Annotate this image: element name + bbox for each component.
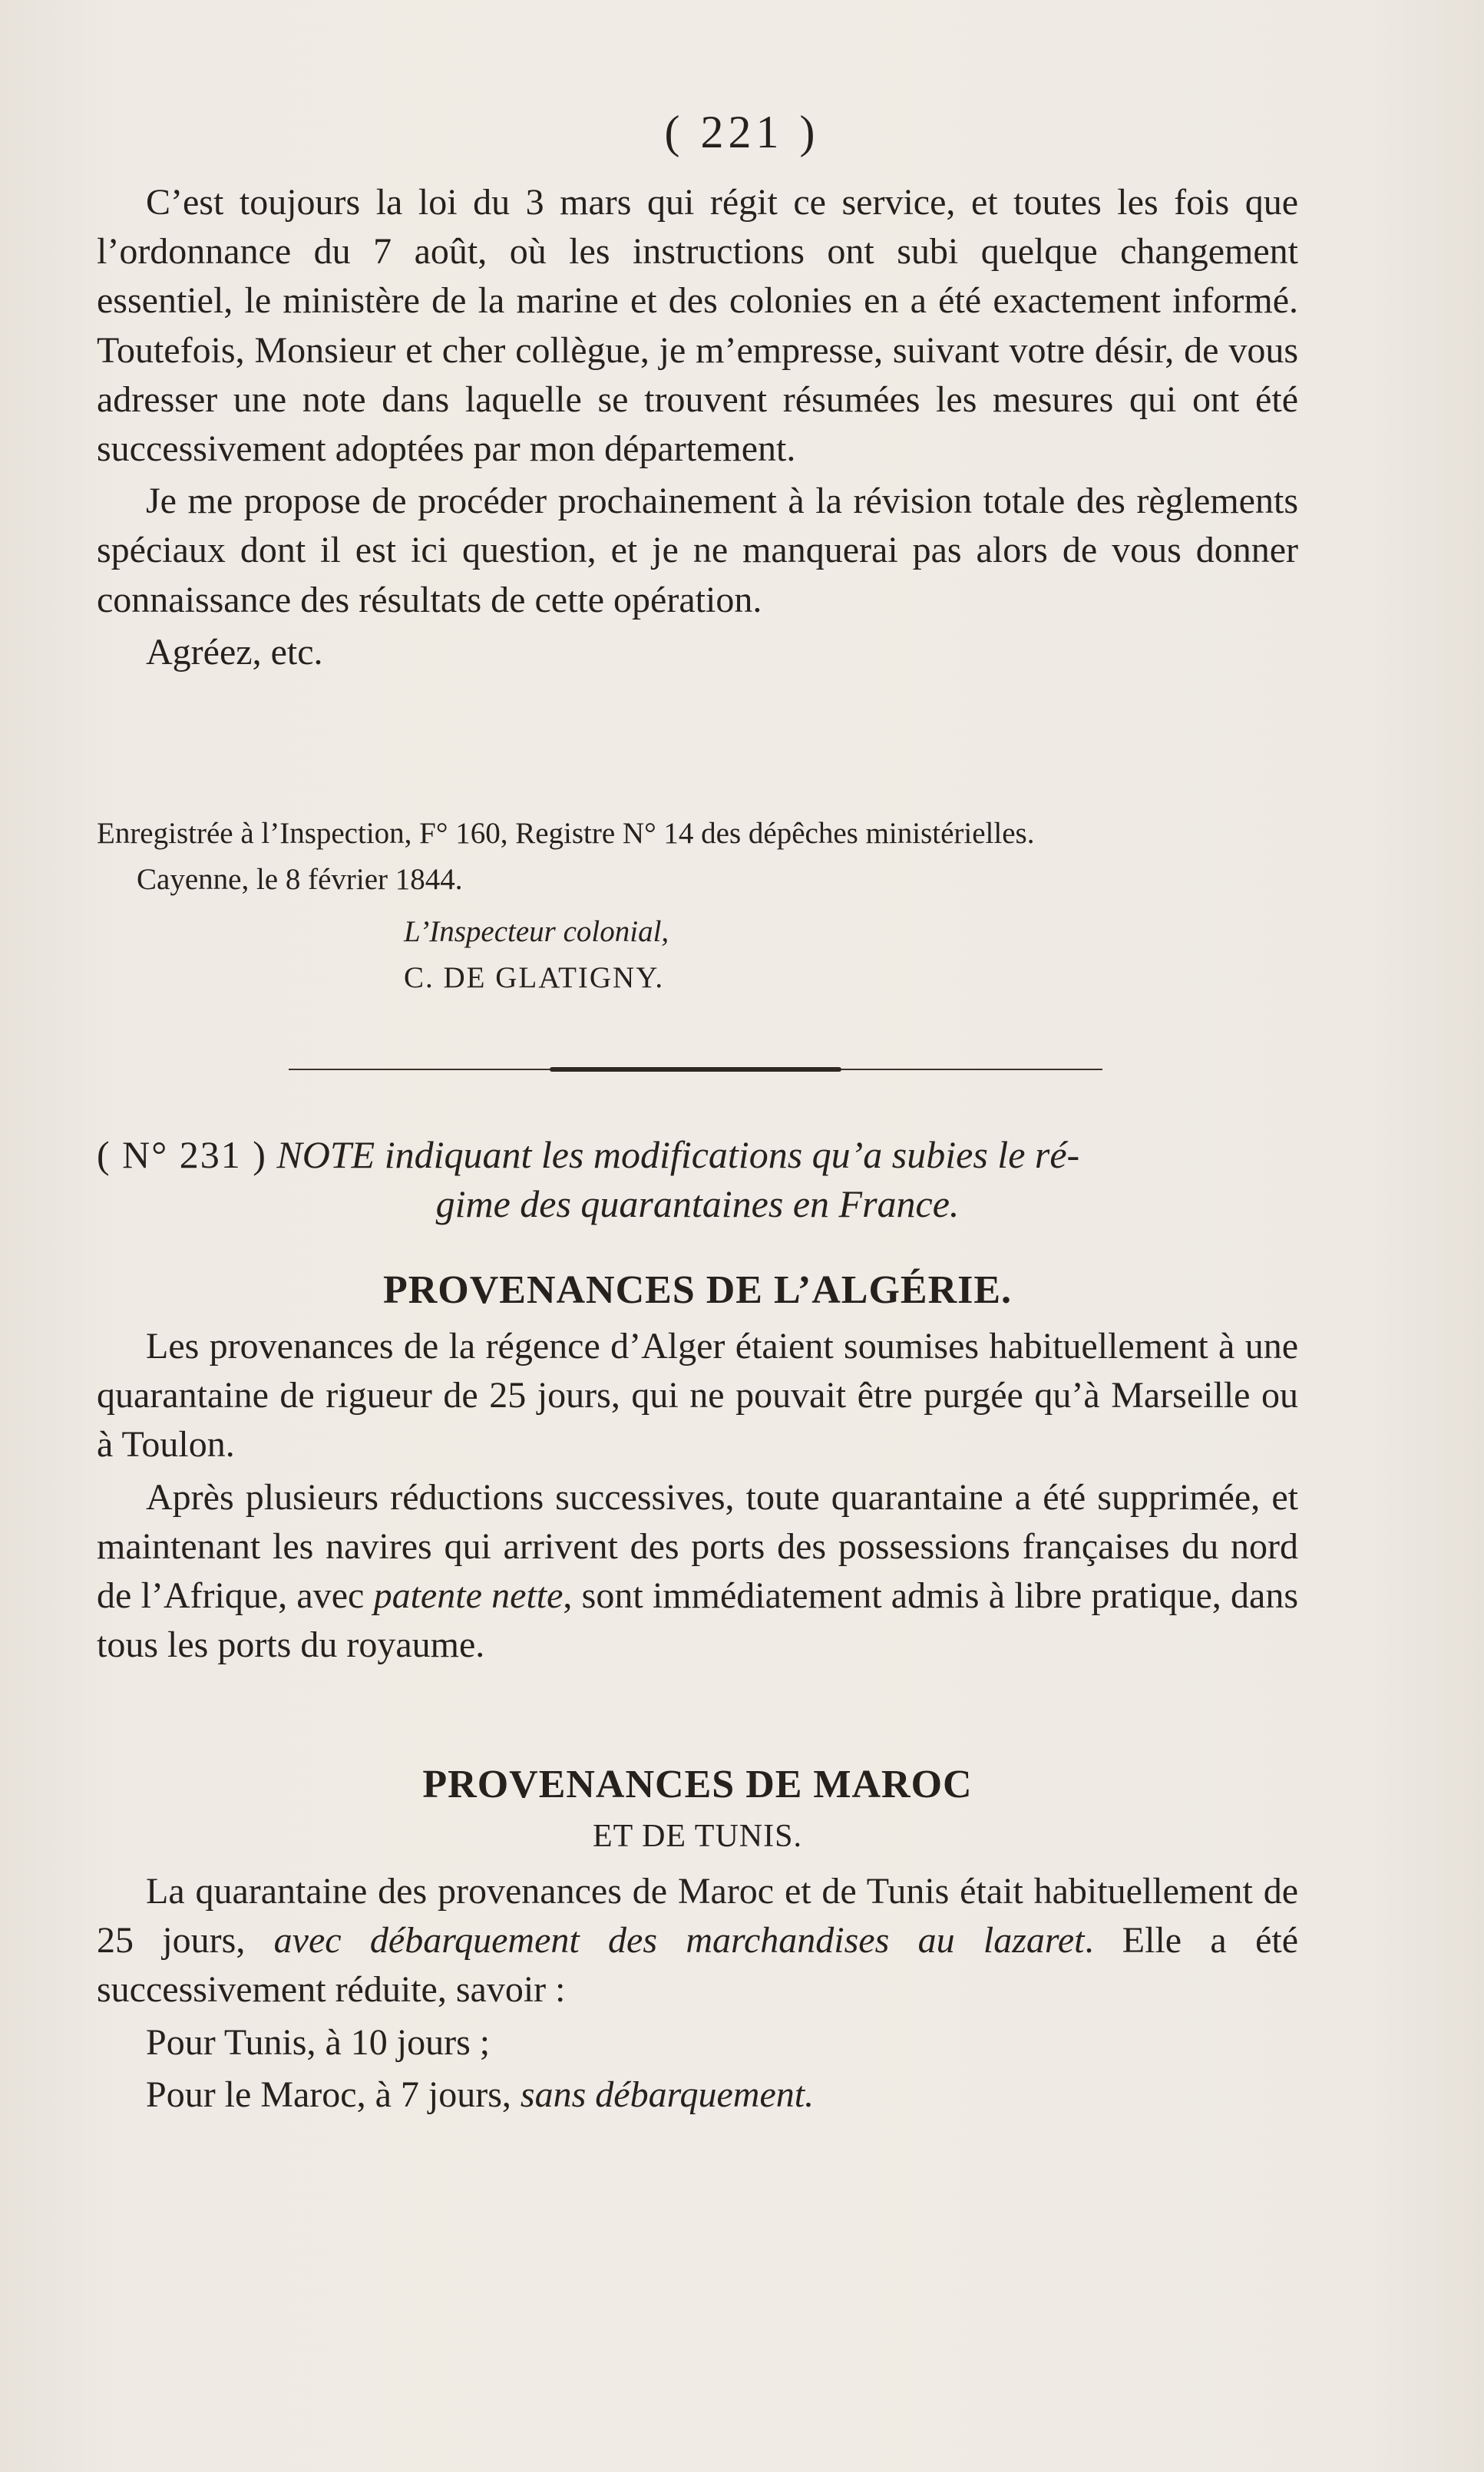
note-title — [97, 1130, 1298, 1228]
note-number: ( N° 231 ) — [97, 1133, 267, 1176]
algerie-p2-text-b: , sont immédiatement admis à libre pratique, dans tous les ports du royaume. — [97, 1575, 1298, 1666]
section-maroc — [97, 1758, 1298, 2120]
heading-algerie: PROVENANCES DE L’ALGÉRIE. — [382, 1268, 1013, 1312]
maroc-item2-text: Pour le Maroc, à 7 jours, — [146, 2074, 521, 2115]
algerie-paragraph-2 — [97, 1473, 1298, 1671]
algerie-paragraph-1: Les provenances de la régence d’Alger étaient soumises habituellement à une quarantaine de rigueur de 25 jours, qui ne pouvait être purgée qu’à Marseille ou à Toulon. — [97, 1326, 1298, 1466]
letter-body — [97, 178, 1298, 677]
letter-closing: Agréez, etc. — [146, 631, 323, 673]
heading-maroc: PROVENANCES DE MAROC — [422, 1763, 973, 1806]
maroc-p1-text-a: La quarantaine des provenances de Maroc et de Tunis était habituellement de 25 jours, — [97, 1871, 1298, 1961]
signatory-name: C. DE GLATIGNY. — [404, 961, 665, 994]
algerie-p2-italic: patente nette — [373, 1575, 564, 1617]
registration-line: Enregistrée à l’Inspection, F° 160, Registre N° 14 des dépêches ministérielles. — [97, 817, 1035, 850]
subheading-tunis: ET DE TUNIS. — [593, 1819, 802, 1854]
maroc-item-maroc — [97, 2070, 1298, 2120]
signatory-title: L’Inspecteur colonial, — [404, 915, 669, 948]
section-algerie — [97, 1264, 1298, 1670]
maroc-p1-italic: avec débarquement des marchandises au lazaret — [273, 1920, 1085, 1961]
divider-ornament — [550, 1067, 841, 1072]
note-title-line-1: NOTE indiquant les modifications qu’a subies le ré- — [276, 1133, 1080, 1176]
algerie-p2-text-a: Après plusieurs réductions successives, toute quarantaine a été supprimée, et maintenant les navires qui arrivent des ports des possessions françaises du nord de l’Afrique, avec — [97, 1476, 1298, 1617]
note-title-line-2: gime des quarantaines en France. — [435, 1182, 960, 1225]
letter-paragraph-2: Je me propose de procéder prochainement à la révision totale des règlements spéciaux dont il est ici question, et je ne manquerai pas alors de vous donner connaissance des résultats de cette opération. — [97, 481, 1298, 620]
letter-footer — [97, 811, 1298, 1001]
page-number: ( 221 ) — [664, 107, 820, 157]
section-divider-rule — [289, 1067, 1102, 1072]
maroc-p1-text-b: . Elle a été successivement réduite, savoir : — [97, 1920, 1299, 2011]
maroc-paragraph-1 — [97, 1867, 1298, 2015]
maroc-item2-italic: sans débarquement. — [520, 2074, 815, 2115]
place-date: Cayenne, le 8 février 1844. — [137, 863, 463, 896]
letter-paragraph-1: C’est toujours la loi du 3 mars qui régit ce service, et toutes les fois que l’ordonnance du 7 août, où les instructions ont subi quelque changement essentiel, le ministère de la marine et des colonies en a été exactement informé. Toutefois, Monsieur et cher collègue, je m’empresse, suivant votre désir, de vous adresser une note dans laquelle se trouvent résumées les mesures qui ont été successivement adoptées par mon département. — [97, 182, 1298, 470]
maroc-item-tunis: Pour Tunis, à 10 jours ; — [146, 2021, 491, 2063]
